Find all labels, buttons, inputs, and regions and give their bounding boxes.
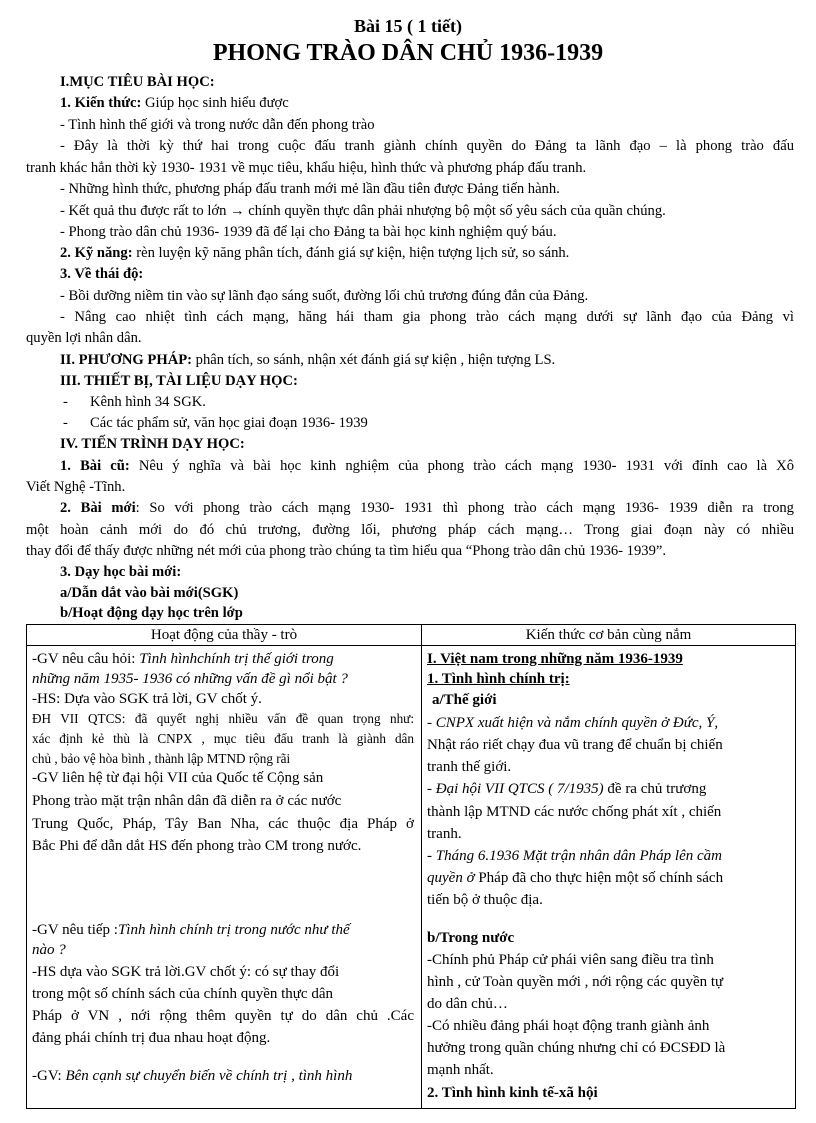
cell-line: chủ , bảo vệ hòa bình , thành lập MTND rộng rãi xyxy=(32,751,291,766)
new-lesson-line xyxy=(60,498,794,518)
cell-line xyxy=(32,1066,352,1086)
lesson-number: Bài 15 ( 1 tiết) xyxy=(354,16,462,36)
knowledge-text: Giúp học sinh hiểu được xyxy=(141,95,289,111)
knowledge-item: tranh khác hẳn thời kỳ 1930- 1931 về mục tiêu, khẩu hiệu, hình thức và phương pháp đấu tranh. xyxy=(26,160,587,176)
knowledge-item: - Phong trào dân chủ 1936- 1939 đã để lại cho Đảng ta bài học kinh nghiệm quý báu. xyxy=(60,224,557,240)
methods-line xyxy=(60,350,555,370)
lesson-title: PHONG TRÀO DÂN CHỦ 1936-1939 xyxy=(212,40,604,66)
table-header-row xyxy=(27,625,796,646)
cell-line: xác định kẻ thù là CNPX , mục tiêu đấu tranh là giành dân xyxy=(32,731,414,746)
cell-text: đề ra chủ trương xyxy=(603,781,707,797)
table-row xyxy=(27,646,796,1109)
table-header-teacher: Hoạt động của thầy - trò xyxy=(27,625,422,646)
objectives-heading: I.MỤC TIÊU BÀI HỌC: xyxy=(60,74,215,90)
cell-line: mạnh nhất. xyxy=(427,1062,494,1078)
methods-text: phân tích, so sánh, nhận xét đánh giá sự kiện , hiện tượng LS. xyxy=(192,352,556,368)
cell-line: -Chính phủ Pháp cử phái viên sang điều tra tình xyxy=(427,952,714,968)
attitude-item: - Bồi dưỡng niềm tin vào sự lãnh đạo sáng suốt, đường lối chủ trương đúng đắn của Đảng. xyxy=(60,288,589,304)
cell-line: nào ? xyxy=(32,942,66,958)
cell-line: Pháp ở VN , nới rộng thêm quyền tự do dân chủ .Các xyxy=(32,1008,414,1024)
cell-line: - Tháng 6.1936 Mặt trận nhân dân Pháp lên cầm xyxy=(427,848,722,864)
cell-line: -Có nhiều đảng phái hoạt động tranh giành ảnh xyxy=(427,1018,710,1034)
new-lesson-label: 2. Bài mới xyxy=(60,500,136,516)
cell-line: -HS: Dựa vào SGK trả lời, GV chốt ý. xyxy=(32,691,262,707)
cell-line: Nhật ráo riết chạy đua vũ trang để chuẩn bị chiến xyxy=(427,737,723,753)
cell-text: Tình hình chính trị trong nước như thế xyxy=(117,922,350,938)
cell-line: đảng phái chính trị đua nhau hoạt động. xyxy=(32,1030,271,1046)
old-lesson-label: 1. Bài cũ: xyxy=(60,458,130,474)
old-lesson-text-cont: Viết Nghệ -Tĩnh. xyxy=(26,479,126,495)
cell-line: ĐH VII QTCS: đã quyết nghị nhiều vấn đề quan trọng như: xyxy=(32,711,414,726)
knowledge-cell xyxy=(422,646,796,1109)
cell-text: Pháp đã cho thực hiện một số chính sách xyxy=(474,870,724,886)
skills-text: rèn luyện kỹ năng phân tích, đánh giá sự kiện, hiện tượng lịch sử, so sánh. xyxy=(132,245,570,261)
cell-text: - Đại hội VII QTCS ( 7/1935) xyxy=(427,781,604,797)
cell-line: những năm 1935- 1936 có những vấn đề gì nổi bật ? xyxy=(32,671,348,687)
knowledge-item: - Những hình thức, phương pháp đấu tranh mới mẻ lần đầu tiên được Đảng tiến hành. xyxy=(60,181,560,197)
cell-line: trong một số chính sách của chính quyền thực dân xyxy=(32,986,333,1002)
cell-line xyxy=(32,920,350,940)
attitude-item: quyền lợi nhân dân. xyxy=(26,330,142,346)
knowledge-item: - Đây là thời kỳ thứ hai trong cuộc đấu tranh giành chính quyền do Đảng ta lãnh đạo – là phong trào đấu xyxy=(60,138,794,154)
cell-line: hưởng trong quần chúng nhưng chỉ có ĐCSĐD là xyxy=(427,1040,726,1056)
knowledge-item: - Tình hình thế giới và trong nước dẫn đến phong trào xyxy=(60,117,375,133)
old-lesson-line xyxy=(60,456,794,476)
cell-line: tranh. xyxy=(427,826,462,842)
knowledge-label: 1. Kiến thức: xyxy=(60,95,142,111)
cell-line: tiến bộ ở thuộc địa. xyxy=(427,892,543,908)
cell-line: Trung Quốc, Pháp, Tây Ban Nha, các thuộc địa Pháp ở xyxy=(32,816,414,832)
cell-line: Phong trào mặt trận nhân dân đã diễn ra ở các nước xyxy=(32,793,342,809)
cell-text: -GV nêu tiếp : xyxy=(32,922,118,938)
attitude-label: 3. Về thái độ: xyxy=(60,266,144,282)
cell-text: -GV nêu câu hỏi: xyxy=(32,651,140,667)
equipment-heading: III. THIẾT BỊ, TÀI LIỆU DẠY HỌC: xyxy=(60,373,298,389)
cell-line xyxy=(427,868,723,888)
table-header-knowledge: Kiến thức cơ bản cùng nắm xyxy=(422,625,796,646)
cell-text: Tình hìnhchính trị thế giới trong xyxy=(139,651,334,667)
equipment-bullet: - xyxy=(63,394,68,410)
cell-line: tranh thế giới. xyxy=(427,759,512,775)
cell-line: Bắc Phi để dẫn dắt HS đến phong trào CM trong nước. xyxy=(32,838,362,854)
new-lesson-text-cont: thay đổi để thấy được những nét mới của phong trào chúng ta tìm hiểu qua “Phong trào dân chủ 1936- 1939”. xyxy=(26,543,666,559)
new-lesson-text-cont: một hoàn cảnh mới do đó chủ trương, đường lối, phương pháp cách mạng… Trong giai đoạn này có nhiều xyxy=(26,522,794,538)
old-lesson-text: Nêu ý nghĩa và bài học kinh nghiệm của phong trào cách mạng 1930- 1931 với đỉnh cao là Xô xyxy=(129,458,795,474)
teach-label: 3. Dạy học bài mới: xyxy=(60,564,182,580)
activity-line: b/Hoạt động dạy học trên lớp xyxy=(60,605,243,621)
cell-line: b/Trong nước xyxy=(427,930,515,946)
attitude-item: - Nâng cao nhiệt tình cách mạng, hăng hái tham gia phong trào cách mạng dưới sự lãnh đạo của Đảng vì xyxy=(60,309,794,325)
equipment-item: Kênh hình 34 SGK. xyxy=(90,394,206,410)
equipment-bullet: - xyxy=(63,415,68,431)
equipment-item: Các tác phẩm sử, văn học giai đoạn 1936- 1939 xyxy=(90,415,368,431)
process-heading: IV. TIẾN TRÌNH DẠY HỌC: xyxy=(60,436,245,452)
cell-line: a/Thế giới xyxy=(432,692,497,708)
skills-label: 2. Kỹ năng: xyxy=(60,245,133,261)
cell-line: 1. Tình hình chính trị: xyxy=(427,671,570,687)
knowledge-item: - Kết quả thu được rất to lớn → chính quyền thực dân phải nhượng bộ một số yêu sách của quần chúng. xyxy=(60,203,666,219)
cell-text: -GV: xyxy=(32,1068,66,1084)
teacher-activity-cell xyxy=(27,646,422,1109)
cell-line: -HS dựa vào SGK trả lời.GV chốt ý: có sự thay đổi xyxy=(32,964,340,980)
cell-line xyxy=(427,779,706,799)
cell-text: Bên cạnh sự chuyển biến về chính trị , tình hình xyxy=(65,1068,353,1084)
cell-line: do dân chủ… xyxy=(427,996,508,1012)
knowledge-line xyxy=(60,93,289,113)
cell-line: 2. Tình hình kinh tế-xã hội xyxy=(427,1085,598,1101)
cell-line: hình , cử Toàn quyền mới , nới rộng các quyền tự xyxy=(427,974,724,990)
skills-line xyxy=(60,243,569,263)
cell-line xyxy=(32,649,334,669)
cell-line: I. Việt nam trong những năm 1936-1939 xyxy=(427,651,683,667)
lesson-table xyxy=(26,624,796,1109)
cell-line: thành lập MTND các nước chống phát xít , chiến xyxy=(427,804,722,820)
methods-label: II. PHƯƠNG PHÁP: xyxy=(60,352,193,368)
intro-line: a/Dẫn dắt vào bài mới(SGK) xyxy=(60,585,239,601)
new-lesson-text: : So với phong trào cách mạng 1930- 1931 thì phong trào cách mạng 1936- 1939 diễn ra trong xyxy=(135,500,794,516)
cell-line: -GV liên hệ từ đại hội VII của Quốc tế Cộng sản xyxy=(32,770,324,786)
cell-line: - CNPX xuất hiện và nắm chính quyền ở Đức, Ý, xyxy=(427,715,719,731)
cell-text: quyền ở xyxy=(427,870,475,886)
